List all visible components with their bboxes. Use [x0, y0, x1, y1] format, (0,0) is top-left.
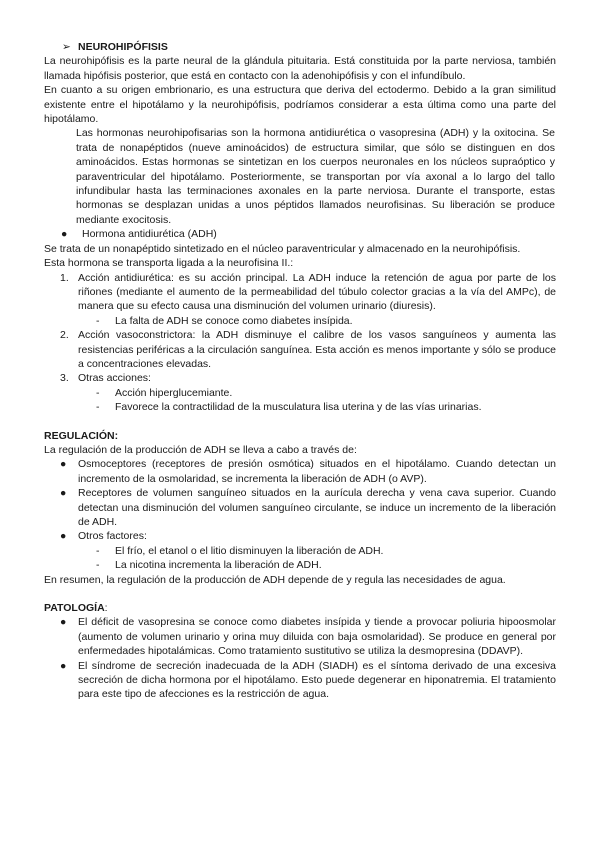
item-text: El síndrome de secreción inadecuada de la ADH (SIADH) es el síntoma derivado de una excesiva secreción de dicha hormona por el hipotálamo. Esto puede degenerar en hiponatremia. El tratamiento para este tipo de afecciones es la restricción de agua.	[78, 659, 556, 701]
regulation-item	[60, 486, 556, 529]
adh-action-item	[60, 371, 556, 385]
subitem-text: El frío, el etanol o el litio disminuyen la liberación de ADH.	[115, 544, 384, 557]
dash-bullet-icon: -	[96, 401, 100, 414]
subitem-text: Favorece la contractilidad de la musculatura lisa uterina y de las vías urinarias.	[115, 401, 482, 414]
adh-description-1: Se trata de un nonapéptido sintetizado en el núcleo paraventricular y almacenado en la neurohipófisis.	[44, 242, 521, 255]
pathology-item	[60, 659, 556, 702]
other-factor-subitem	[96, 558, 556, 572]
pathology-heading-row	[44, 601, 556, 615]
pathology-item	[60, 615, 556, 658]
intro-paragraph-2: En cuanto a su origen embrionario, es una estructura que deriva del ectodermo. Debido a la gran similitud existente entre el hipotálamo y la neurohipófisis, podríamos considerar a esta última como una parte del hipotálamo.	[44, 84, 556, 126]
subitem-text: La nicotina incrementa la liberación de ADH.	[115, 559, 322, 572]
other-factor-subitem	[96, 544, 556, 558]
bullet-icon: ●	[60, 487, 67, 500]
item-text: Otras acciones:	[78, 372, 151, 385]
item-text: Otros factores:	[78, 530, 147, 543]
dash-bullet-icon: -	[96, 544, 100, 557]
dash-bullet-icon: -	[96, 559, 100, 572]
item-number: 3.	[60, 372, 69, 385]
item-text: Receptores de volumen sanguíneo situados en la aurícula derecha y vena cava superior. Cuando detectan una disminución del volumen sanguíneo circulante, se induce un incremento de la liberación de ADH.	[78, 487, 556, 528]
adh-label: Hormona antidiurética (ADH)	[82, 228, 217, 241]
arrow-bullet-icon: ➢	[62, 41, 71, 53]
adh-action-item	[60, 328, 556, 371]
regulation-item	[60, 457, 556, 486]
item-text: Acción vasoconstrictora: la ADH disminuye el calibre de los vasos sanguíneos y aumenta las resistencias periféricas a la circulación sanguínea. Esta acción es menos importante y sólo se produce a concentraciones elevadas.	[78, 329, 556, 370]
dash-bullet-icon: -	[96, 314, 100, 327]
item-number: 2.	[60, 329, 69, 342]
adh-action-subitem	[96, 314, 556, 328]
adh-bullet	[0, 227, 556, 241]
bullet-icon: ●	[60, 616, 67, 629]
other-action-subitem	[96, 400, 556, 414]
regulation-summary: En resumen, la regulación de la producción de ADH depende de y regula las necesidades de agua.	[44, 573, 506, 586]
bullet-icon: ●	[61, 228, 68, 241]
dash-bullet-icon: -	[96, 386, 100, 399]
adh-action-item	[60, 271, 556, 314]
other-action-subitem	[96, 386, 556, 400]
subitem-text: La falta de ADH se conoce como diabetes insípida.	[115, 314, 353, 327]
intro-paragraph-1: La neurohipófisis es la parte neural de la glándula pituitaria. Está constituida por la parte nerviosa, también llamada hipófisis posterior, que está en contacto con la adenohipófisis y con el infundíbulo.	[44, 55, 556, 82]
section-title-row	[0, 40, 600, 54]
bullet-icon: ●	[60, 530, 67, 543]
regulation-item	[60, 529, 556, 543]
adh-description-2: Esta hormona se transporta ligada a la neurofisina II.:	[44, 257, 294, 270]
item-number: 1.	[60, 271, 69, 284]
regulation-intro: La regulación de la producción de ADH se lleva a cabo a través de:	[44, 443, 357, 456]
item-text: Acción antidiurética: es su acción principal. La ADH induce la retención de agua por parte de los riñones (mediante el aumento de la permeabilidad del túbulo colector gracias a la vía del AMPc), de manera que su efecto causa una disminución del volumen urinario (diuresis).	[78, 271, 556, 313]
pathology-heading: PATOLOGÍA	[44, 602, 105, 615]
regulation-heading: REGULACIÓN:	[44, 429, 119, 442]
document-page	[0, 40, 600, 702]
item-text: El déficit de vasopresina se conoce como diabetes insípida y tiende a provocar poliuria hipoosmolar (aumento de volumen urinario y orina muy diluida con baja osmolaridad). Se produce en general por enfermedades hipotalámicas. Como tratamiento sustitutivo se utiliza la desmopresina (DDAVP).	[78, 616, 556, 658]
bullet-icon: ●	[60, 659, 67, 672]
item-text: Osmoceptores (receptores de presión osmótica) situados en el hipotálamo. Cuando detectan un incremento de la osmolaridad, se incrementa la liberación de ADH (o AVP).	[78, 458, 556, 485]
heading-colon: :	[104, 602, 108, 615]
section-title: NEUROHIPÓFISIS	[78, 41, 168, 53]
bullet-icon: ●	[60, 458, 67, 471]
hormones-paragraph: Las hormonas neurohipofisarias son la hormona antidiurética o vasopresina (ADH) y la oxitocina. Se trata de nonapéptidos (nueve aminoácidos) de estructura similar, que sólo se distinguen en dos aminoácidos. Estas hormonas se sintetizan en los cuerpos neuronales en los núcleos supraóptico y paraventricular del hipotálamo. Posteriormente, se transportan por vía axonal a lo largo del tallo infundibular hasta las terminaciones axonales en la parte nerviosa. Durante el transporte, estas hormonas se desplazan unidas a unos péptidos llamados neurofisinas. Su liberación se produce mediante exocitosis.	[76, 127, 555, 226]
subitem-text: Acción hiperglucemiante.	[115, 386, 233, 399]
